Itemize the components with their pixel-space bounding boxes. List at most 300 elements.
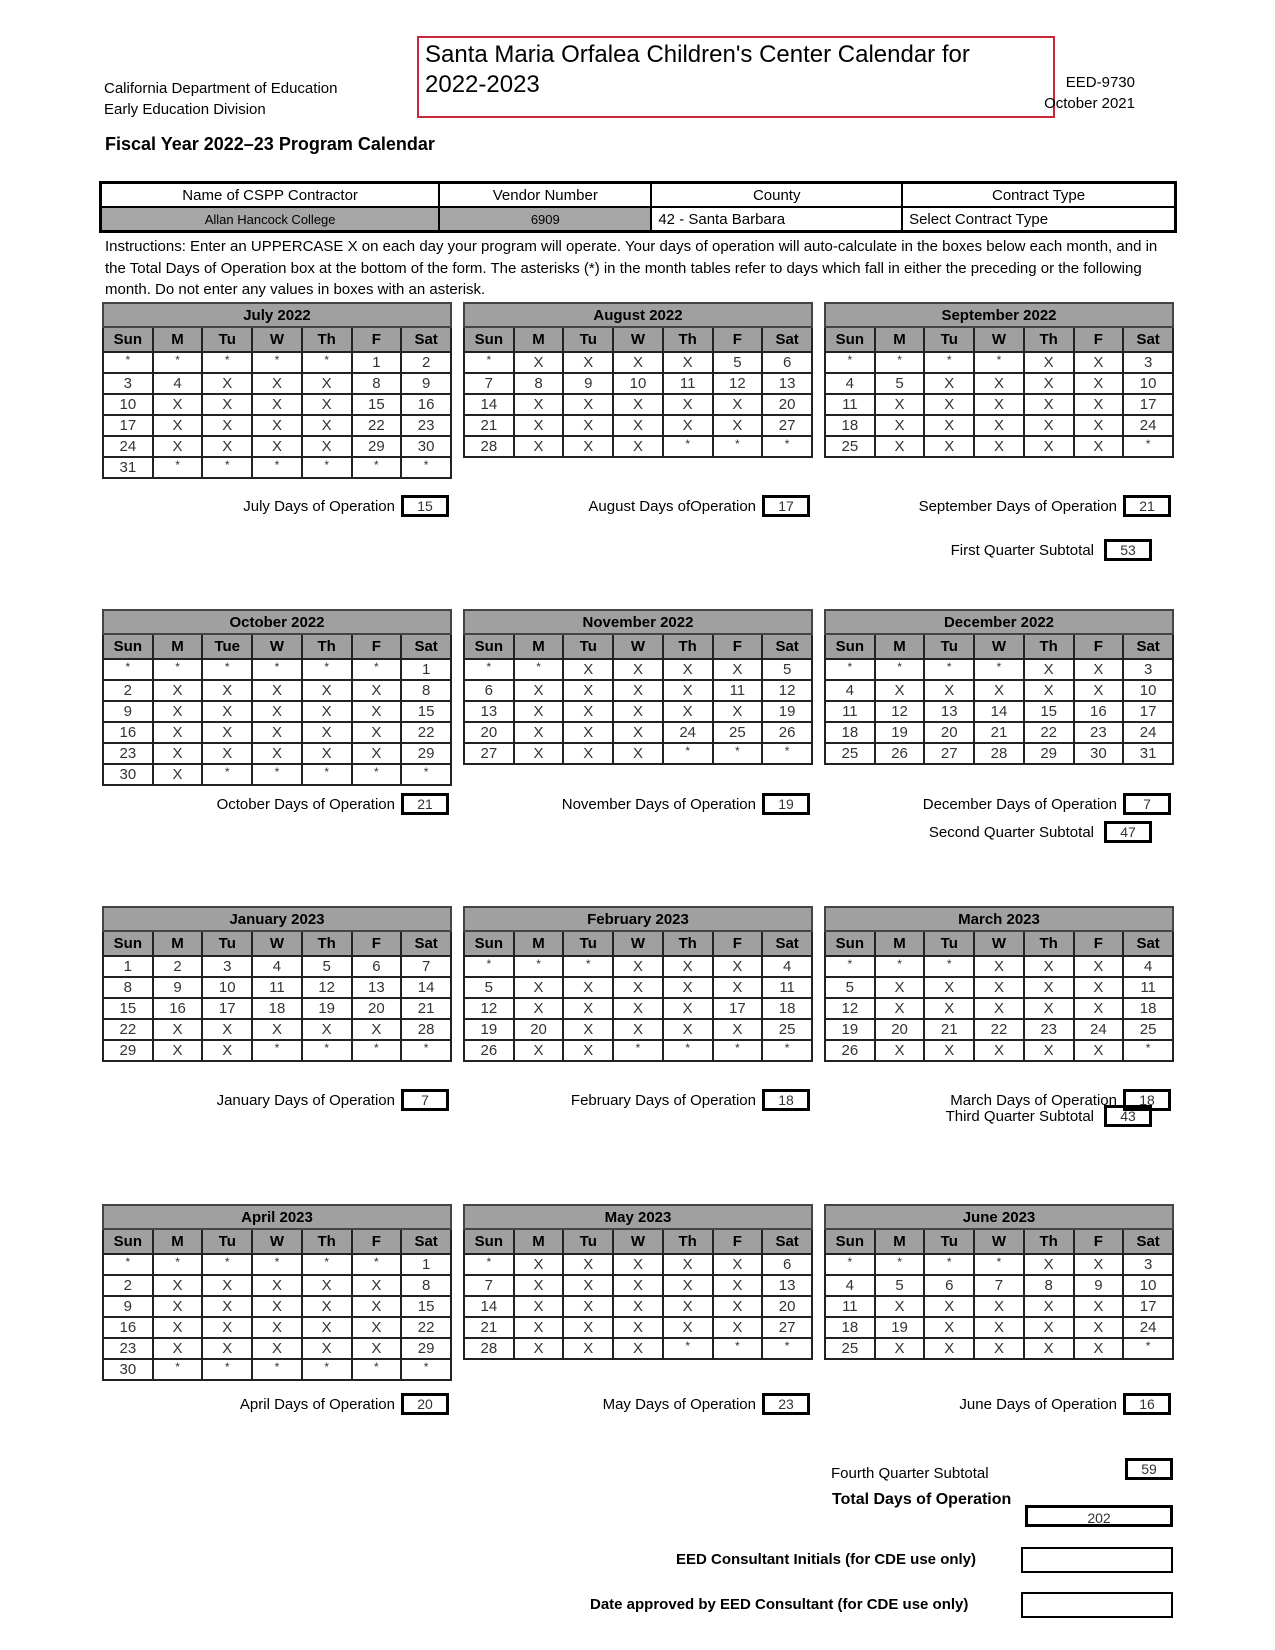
day-cell[interactable]: 20 (762, 394, 812, 415)
operating-day-cell[interactable]: X (202, 1317, 252, 1338)
day-cell[interactable]: 25 (1123, 1019, 1173, 1040)
operating-day-cell[interactable]: X (875, 680, 925, 701)
operating-day-cell[interactable]: X (252, 436, 302, 457)
operating-day-cell[interactable]: X (153, 1338, 203, 1359)
operating-day-cell[interactable]: X (352, 680, 402, 701)
day-cell[interactable]: 20 (514, 1019, 564, 1040)
day-cell[interactable]: 27 (762, 1317, 812, 1338)
day-cell[interactable]: 21 (924, 1019, 974, 1040)
contractor-name-field[interactable]: Allan Hancock College (101, 207, 440, 232)
operating-day-cell[interactable]: X (514, 1296, 564, 1317)
day-cell[interactable]: 1 (352, 352, 402, 373)
operating-day-cell[interactable]: X (202, 722, 252, 743)
day-cell[interactable]: 2 (103, 680, 153, 701)
operating-day-cell[interactable]: X (613, 1019, 663, 1040)
day-cell[interactable]: 5 (302, 956, 352, 977)
operating-day-cell[interactable]: X (1024, 659, 1074, 680)
operating-day-cell[interactable]: X (875, 1296, 925, 1317)
day-cell[interactable]: 18 (825, 415, 875, 436)
day-cell[interactable]: 9 (103, 1296, 153, 1317)
vendor-number-field[interactable]: 6909 (439, 207, 651, 232)
day-cell[interactable]: 9 (103, 701, 153, 722)
operating-day-cell[interactable]: X (663, 680, 713, 701)
operating-day-cell[interactable]: X (1024, 394, 1074, 415)
day-cell[interactable]: 30 (103, 1359, 153, 1380)
day-cell[interactable]: 22 (974, 1019, 1024, 1040)
day-cell[interactable]: 3 (1123, 659, 1173, 680)
day-cell[interactable]: 27 (924, 743, 974, 764)
day-cell[interactable]: 7 (464, 373, 514, 394)
operating-day-cell[interactable]: X (1074, 436, 1124, 457)
day-cell[interactable]: 28 (464, 436, 514, 457)
day-cell[interactable]: 15 (103, 998, 153, 1019)
day-cell[interactable]: 28 (464, 1338, 514, 1359)
day-cell[interactable]: 26 (875, 743, 925, 764)
day-cell[interactable]: 23 (103, 743, 153, 764)
operating-day-cell[interactable]: X (974, 436, 1024, 457)
day-cell[interactable]: 19 (464, 1019, 514, 1040)
operating-day-cell[interactable]: X (352, 1317, 402, 1338)
day-cell[interactable]: 26 (464, 1040, 514, 1061)
day-cell[interactable]: 6 (464, 680, 514, 701)
operating-day-cell[interactable]: X (875, 394, 925, 415)
day-cell[interactable]: 26 (762, 722, 812, 743)
operating-day-cell[interactable]: X (153, 680, 203, 701)
day-cell[interactable]: 16 (401, 394, 451, 415)
operating-day-cell[interactable]: X (563, 1338, 613, 1359)
operating-day-cell[interactable]: X (924, 1317, 974, 1338)
operating-day-cell[interactable]: X (202, 1040, 252, 1061)
operating-day-cell[interactable]: X (1074, 1254, 1124, 1275)
day-cell[interactable]: 4 (153, 373, 203, 394)
operating-day-cell[interactable]: X (974, 1338, 1024, 1359)
day-cell[interactable]: 29 (103, 1040, 153, 1061)
operating-day-cell[interactable]: X (514, 977, 564, 998)
operating-day-cell[interactable]: X (153, 1275, 203, 1296)
operating-day-cell[interactable]: X (613, 680, 663, 701)
day-cell[interactable]: 24 (1123, 722, 1173, 743)
day-cell[interactable]: 4 (1123, 956, 1173, 977)
day-cell[interactable]: 11 (825, 701, 875, 722)
day-cell[interactable]: 10 (103, 394, 153, 415)
operating-day-cell[interactable]: X (202, 743, 252, 764)
day-cell[interactable]: 12 (713, 373, 763, 394)
operating-day-cell[interactable]: X (153, 394, 203, 415)
operating-day-cell[interactable]: X (924, 977, 974, 998)
operating-day-cell[interactable]: X (875, 1338, 925, 1359)
operating-day-cell[interactable]: X (252, 1296, 302, 1317)
operating-day-cell[interactable]: X (302, 394, 352, 415)
operating-day-cell[interactable]: X (563, 1275, 613, 1296)
day-cell[interactable]: 30 (103, 764, 153, 785)
operating-day-cell[interactable]: X (1024, 1338, 1074, 1359)
day-cell[interactable]: 10 (613, 373, 663, 394)
day-cell[interactable]: 9 (1074, 1275, 1124, 1296)
operating-day-cell[interactable]: X (153, 1317, 203, 1338)
operating-day-cell[interactable]: X (875, 977, 925, 998)
day-cell[interactable]: 14 (464, 1296, 514, 1317)
operating-day-cell[interactable]: X (302, 743, 352, 764)
operating-day-cell[interactable]: X (875, 415, 925, 436)
operating-day-cell[interactable]: X (514, 352, 564, 373)
operating-day-cell[interactable]: X (713, 1019, 763, 1040)
operating-day-cell[interactable]: X (514, 1338, 564, 1359)
day-cell[interactable]: 12 (875, 701, 925, 722)
calendar-title-box[interactable] (417, 36, 1055, 118)
day-cell[interactable]: 4 (252, 956, 302, 977)
operating-day-cell[interactable]: X (252, 415, 302, 436)
day-cell[interactable]: 23 (103, 1338, 153, 1359)
operating-day-cell[interactable]: X (663, 701, 713, 722)
day-cell[interactable]: 9 (401, 373, 451, 394)
day-cell[interactable]: 11 (825, 1296, 875, 1317)
consultant-initials-field[interactable] (1021, 1547, 1173, 1573)
operating-day-cell[interactable]: X (875, 436, 925, 457)
day-cell[interactable]: 12 (762, 680, 812, 701)
day-cell[interactable]: 15 (352, 394, 402, 415)
operating-day-cell[interactable]: X (1074, 998, 1124, 1019)
operating-day-cell[interactable]: X (514, 722, 564, 743)
operating-day-cell[interactable]: X (153, 1040, 203, 1061)
operating-day-cell[interactable]: X (563, 1019, 613, 1040)
day-cell[interactable]: 18 (252, 998, 302, 1019)
operating-day-cell[interactable]: X (613, 998, 663, 1019)
day-cell[interactable]: 24 (103, 436, 153, 457)
operating-day-cell[interactable]: X (613, 436, 663, 457)
day-cell[interactable]: 21 (974, 722, 1024, 743)
operating-day-cell[interactable]: X (153, 722, 203, 743)
day-cell[interactable]: 5 (825, 977, 875, 998)
day-cell[interactable]: 20 (352, 998, 402, 1019)
operating-day-cell[interactable]: X (252, 743, 302, 764)
operating-day-cell[interactable]: X (252, 701, 302, 722)
operating-day-cell[interactable]: X (613, 743, 663, 764)
operating-day-cell[interactable]: X (924, 680, 974, 701)
day-cell[interactable]: 9 (153, 977, 203, 998)
day-cell[interactable]: 19 (302, 998, 352, 1019)
day-cell[interactable]: 29 (401, 1338, 451, 1359)
day-cell[interactable]: 8 (352, 373, 402, 394)
operating-day-cell[interactable]: X (613, 352, 663, 373)
day-cell[interactable]: 22 (103, 1019, 153, 1040)
day-cell[interactable]: 15 (1024, 701, 1074, 722)
day-cell[interactable]: 13 (762, 373, 812, 394)
day-cell[interactable]: 23 (1024, 1019, 1074, 1040)
operating-day-cell[interactable]: X (1074, 977, 1124, 998)
day-cell[interactable]: 11 (762, 977, 812, 998)
operating-day-cell[interactable]: X (613, 394, 663, 415)
day-cell[interactable]: 21 (464, 1317, 514, 1338)
operating-day-cell[interactable]: X (153, 415, 203, 436)
operating-day-cell[interactable]: X (563, 1317, 613, 1338)
day-cell[interactable]: 5 (875, 1275, 925, 1296)
operating-day-cell[interactable]: X (1074, 1338, 1124, 1359)
day-cell[interactable]: 29 (1024, 743, 1074, 764)
operating-day-cell[interactable]: X (514, 998, 564, 1019)
operating-day-cell[interactable]: X (713, 701, 763, 722)
operating-day-cell[interactable]: X (202, 394, 252, 415)
operating-day-cell[interactable]: X (663, 998, 713, 1019)
day-cell[interactable]: 1 (401, 659, 451, 680)
day-cell[interactable]: 30 (1074, 743, 1124, 764)
operating-day-cell[interactable]: X (713, 415, 763, 436)
operating-day-cell[interactable]: X (202, 1296, 252, 1317)
day-cell[interactable]: 10 (1123, 1275, 1173, 1296)
operating-day-cell[interactable]: X (1074, 1040, 1124, 1061)
operating-day-cell[interactable]: X (302, 373, 352, 394)
day-cell[interactable]: 20 (924, 722, 974, 743)
day-cell[interactable]: 29 (352, 436, 402, 457)
day-cell[interactable]: 4 (825, 1275, 875, 1296)
operating-day-cell[interactable]: X (1074, 415, 1124, 436)
operating-day-cell[interactable]: X (613, 1275, 663, 1296)
operating-day-cell[interactable]: X (202, 1338, 252, 1359)
operating-day-cell[interactable]: X (924, 436, 974, 457)
day-cell[interactable]: 7 (974, 1275, 1024, 1296)
day-cell[interactable]: 17 (103, 415, 153, 436)
operating-day-cell[interactable]: X (252, 1019, 302, 1040)
operating-day-cell[interactable]: X (663, 1019, 713, 1040)
operating-day-cell[interactable]: X (713, 394, 763, 415)
operating-day-cell[interactable]: X (1024, 1254, 1074, 1275)
operating-day-cell[interactable]: X (563, 436, 613, 457)
operating-day-cell[interactable]: X (974, 998, 1024, 1019)
operating-day-cell[interactable]: X (563, 743, 613, 764)
day-cell[interactable]: 18 (762, 998, 812, 1019)
day-cell[interactable]: 3 (1123, 1254, 1173, 1275)
operating-day-cell[interactable]: X (1074, 1296, 1124, 1317)
day-cell[interactable]: 28 (974, 743, 1024, 764)
day-cell[interactable]: 5 (762, 659, 812, 680)
operating-day-cell[interactable]: X (202, 680, 252, 701)
day-cell[interactable]: 13 (762, 1275, 812, 1296)
operating-day-cell[interactable]: X (613, 659, 663, 680)
operating-day-cell[interactable]: X (613, 722, 663, 743)
operating-day-cell[interactable]: X (302, 680, 352, 701)
operating-day-cell[interactable]: X (613, 701, 663, 722)
operating-day-cell[interactable]: X (352, 1019, 402, 1040)
operating-day-cell[interactable]: X (202, 1019, 252, 1040)
operating-day-cell[interactable]: X (1024, 1317, 1074, 1338)
operating-day-cell[interactable]: X (1074, 659, 1124, 680)
operating-day-cell[interactable]: X (514, 415, 564, 436)
day-cell[interactable]: 13 (924, 701, 974, 722)
operating-day-cell[interactable]: X (202, 373, 252, 394)
day-cell[interactable]: 16 (153, 998, 203, 1019)
day-cell[interactable]: 17 (713, 998, 763, 1019)
day-cell[interactable]: 11 (252, 977, 302, 998)
operating-day-cell[interactable]: X (1074, 373, 1124, 394)
operating-day-cell[interactable]: X (153, 1296, 203, 1317)
operating-day-cell[interactable]: X (514, 394, 564, 415)
day-cell[interactable]: 16 (1074, 701, 1124, 722)
day-cell[interactable]: 24 (1074, 1019, 1124, 1040)
day-cell[interactable]: 5 (875, 373, 925, 394)
operating-day-cell[interactable]: X (514, 1275, 564, 1296)
day-cell[interactable]: 22 (401, 722, 451, 743)
day-cell[interactable]: 19 (875, 1317, 925, 1338)
day-cell[interactable]: 23 (401, 415, 451, 436)
operating-day-cell[interactable]: X (352, 1338, 402, 1359)
day-cell[interactable]: 8 (401, 1275, 451, 1296)
operating-day-cell[interactable]: X (663, 1254, 713, 1275)
operating-day-cell[interactable]: X (613, 415, 663, 436)
operating-day-cell[interactable]: X (563, 352, 613, 373)
day-cell[interactable]: 13 (464, 701, 514, 722)
day-cell[interactable]: 22 (1024, 722, 1074, 743)
operating-day-cell[interactable]: X (1074, 1317, 1124, 1338)
operating-day-cell[interactable]: X (153, 701, 203, 722)
day-cell[interactable]: 6 (762, 352, 812, 373)
day-cell[interactable]: 12 (464, 998, 514, 1019)
operating-day-cell[interactable]: X (924, 1338, 974, 1359)
operating-day-cell[interactable]: X (1024, 352, 1074, 373)
operating-day-cell[interactable]: X (663, 1296, 713, 1317)
day-cell[interactable]: 8 (103, 977, 153, 998)
day-cell[interactable]: 21 (464, 415, 514, 436)
operating-day-cell[interactable]: X (1024, 1040, 1074, 1061)
operating-day-cell[interactable]: X (1074, 352, 1124, 373)
day-cell[interactable]: 4 (825, 373, 875, 394)
day-cell[interactable]: 17 (1123, 394, 1173, 415)
day-cell[interactable]: 25 (762, 1019, 812, 1040)
day-cell[interactable]: 22 (352, 415, 402, 436)
operating-day-cell[interactable]: X (563, 394, 613, 415)
operating-day-cell[interactable]: X (153, 743, 203, 764)
operating-day-cell[interactable]: X (663, 1275, 713, 1296)
day-cell[interactable]: 9 (563, 373, 613, 394)
day-cell[interactable]: 15 (401, 701, 451, 722)
operating-day-cell[interactable]: X (514, 1254, 564, 1275)
operating-day-cell[interactable]: X (563, 998, 613, 1019)
day-cell[interactable]: 19 (875, 722, 925, 743)
day-cell[interactable]: 25 (825, 436, 875, 457)
day-cell[interactable]: 20 (762, 1296, 812, 1317)
operating-day-cell[interactable]: X (974, 1317, 1024, 1338)
operating-day-cell[interactable]: X (924, 394, 974, 415)
operating-day-cell[interactable]: X (514, 680, 564, 701)
operating-day-cell[interactable]: X (1074, 680, 1124, 701)
day-cell[interactable]: 18 (1123, 998, 1173, 1019)
day-cell[interactable]: 10 (1123, 373, 1173, 394)
operating-day-cell[interactable]: X (202, 701, 252, 722)
operating-day-cell[interactable]: X (302, 415, 352, 436)
day-cell[interactable]: 8 (1024, 1275, 1074, 1296)
operating-day-cell[interactable]: X (613, 977, 663, 998)
operating-day-cell[interactable]: X (1074, 956, 1124, 977)
day-cell[interactable]: 11 (663, 373, 713, 394)
day-cell[interactable]: 20 (464, 722, 514, 743)
operating-day-cell[interactable]: X (514, 436, 564, 457)
operating-day-cell[interactable]: X (252, 1338, 302, 1359)
day-cell[interactable]: 2 (401, 352, 451, 373)
day-cell[interactable]: 2 (103, 1275, 153, 1296)
operating-day-cell[interactable]: X (252, 373, 302, 394)
operating-day-cell[interactable]: X (713, 1275, 763, 1296)
day-cell[interactable]: 7 (464, 1275, 514, 1296)
operating-day-cell[interactable]: X (1024, 998, 1074, 1019)
day-cell[interactable]: 25 (713, 722, 763, 743)
operating-day-cell[interactable]: X (663, 977, 713, 998)
operating-day-cell[interactable]: X (974, 415, 1024, 436)
operating-day-cell[interactable]: X (563, 1254, 613, 1275)
operating-day-cell[interactable]: X (875, 998, 925, 1019)
operating-day-cell[interactable]: X (713, 1317, 763, 1338)
operating-day-cell[interactable]: X (514, 743, 564, 764)
day-cell[interactable]: 14 (464, 394, 514, 415)
operating-day-cell[interactable]: X (974, 680, 1024, 701)
day-cell[interactable]: 11 (825, 394, 875, 415)
operating-day-cell[interactable]: X (302, 1275, 352, 1296)
day-cell[interactable]: 11 (1123, 977, 1173, 998)
operating-day-cell[interactable]: X (563, 659, 613, 680)
operating-day-cell[interactable]: X (302, 1338, 352, 1359)
operating-day-cell[interactable]: X (1024, 956, 1074, 977)
day-cell[interactable]: 12 (302, 977, 352, 998)
day-cell[interactable]: 4 (762, 956, 812, 977)
day-cell[interactable]: 27 (464, 743, 514, 764)
day-cell[interactable]: 14 (974, 701, 1024, 722)
operating-day-cell[interactable]: X (663, 659, 713, 680)
operating-day-cell[interactable]: X (613, 1317, 663, 1338)
operating-day-cell[interactable]: X (713, 659, 763, 680)
day-cell[interactable]: 1 (401, 1254, 451, 1275)
operating-day-cell[interactable]: X (974, 977, 1024, 998)
day-cell[interactable]: 21 (401, 998, 451, 1019)
day-cell[interactable]: 17 (1123, 1296, 1173, 1317)
operating-day-cell[interactable]: X (352, 743, 402, 764)
operating-day-cell[interactable]: X (663, 352, 713, 373)
operating-day-cell[interactable]: X (1024, 436, 1074, 457)
operating-day-cell[interactable]: X (613, 1254, 663, 1275)
operating-day-cell[interactable]: X (514, 701, 564, 722)
day-cell[interactable]: 29 (401, 743, 451, 764)
operating-day-cell[interactable]: X (514, 1317, 564, 1338)
operating-day-cell[interactable]: X (1074, 394, 1124, 415)
operating-day-cell[interactable]: X (713, 1296, 763, 1317)
operating-day-cell[interactable]: X (663, 415, 713, 436)
day-cell[interactable]: 17 (202, 998, 252, 1019)
day-cell[interactable]: 25 (825, 743, 875, 764)
operating-day-cell[interactable]: X (663, 956, 713, 977)
day-cell[interactable]: 16 (103, 722, 153, 743)
operating-day-cell[interactable]: X (613, 1296, 663, 1317)
day-cell[interactable]: 11 (713, 680, 763, 701)
day-cell[interactable]: 5 (464, 977, 514, 998)
operating-day-cell[interactable]: X (563, 722, 613, 743)
operating-day-cell[interactable]: X (974, 1040, 1024, 1061)
operating-day-cell[interactable]: X (924, 373, 974, 394)
operating-day-cell[interactable]: X (875, 1040, 925, 1061)
operating-day-cell[interactable]: X (613, 1338, 663, 1359)
operating-day-cell[interactable]: X (302, 436, 352, 457)
operating-day-cell[interactable]: X (302, 701, 352, 722)
contract-type-select[interactable]: Select Contract Type (902, 207, 1175, 232)
day-cell[interactable]: 6 (762, 1254, 812, 1275)
operating-day-cell[interactable]: X (613, 956, 663, 977)
day-cell[interactable]: 31 (103, 457, 153, 478)
day-cell[interactable]: 13 (352, 977, 402, 998)
day-cell[interactable]: 18 (825, 722, 875, 743)
operating-day-cell[interactable]: X (202, 436, 252, 457)
operating-day-cell[interactable]: X (352, 1275, 402, 1296)
day-cell[interactable]: 10 (202, 977, 252, 998)
operating-day-cell[interactable]: X (153, 436, 203, 457)
day-cell[interactable]: 22 (401, 1317, 451, 1338)
county-select[interactable]: 42 - Santa Barbara (651, 207, 902, 232)
day-cell[interactable]: 27 (762, 415, 812, 436)
day-cell[interactable]: 3 (103, 373, 153, 394)
